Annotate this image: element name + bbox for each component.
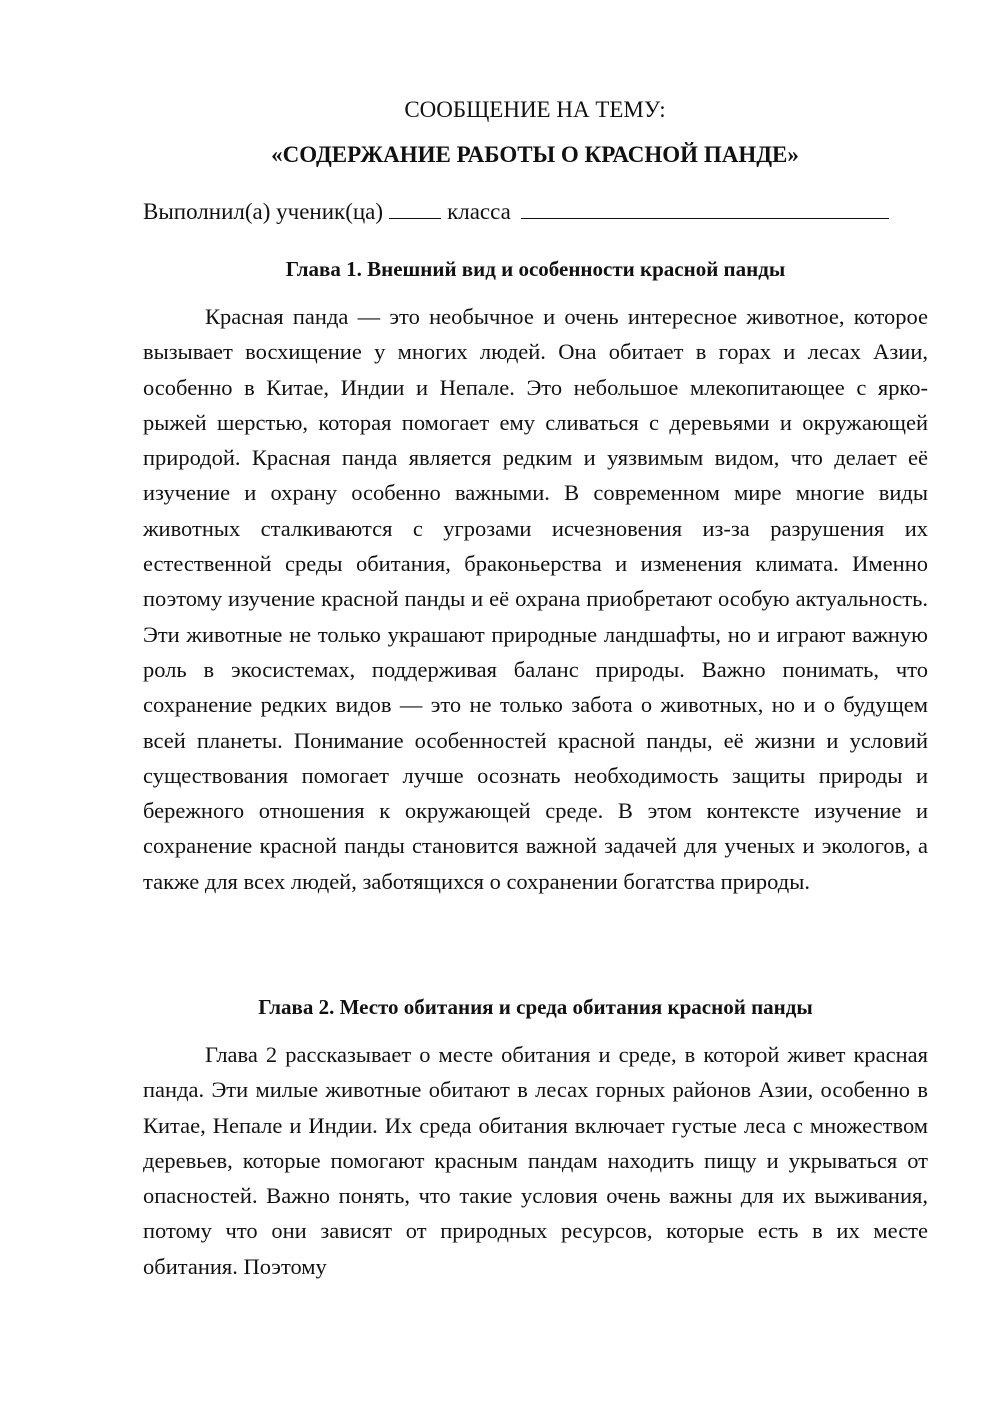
chapter-1-paragraph: Красная панда — это необычное и очень интересное животное, которое вызывает восхищение у многих людей. Она обитает в горах и лесах Азии, особенно в Китае, Индии и Непале. Это небольшое млекопитающее с ярко-рыжей шерстью, которая помогает ему сливаться с деревьями и окружающей природой. Красная панда является редким и уязвимым видом, что делает её изучение и охрану особенно важными. В современном мире многие виды животных сталкиваются с угрозами исчезновения из-за разрушения их естественной среды обитания, браконьерства и изменения климата. Именно поэтому изучение красной панды и её охрана приобретают особую актуальность. Эти животные не только украшают природные ландшафты, но и играют важную роль в экосистемах, поддерживая баланс природы. Важно понимать, что сохранение редких видов — это не только забота о животных, но и о будущем всей планеты. Понимание особенностей красной панды, её жизни и условий существования помогает лучше осознать необходимость защиты природы и бережного отношения к окружающей среде. В этом контексте изучение и сохранение красной панды становится важной задачей для ученых и экологов, а также для всех людей, заботящихся о сохранении богатства природы.: [143, 304, 928, 894]
author-middle: класса: [447, 199, 511, 224]
author-line: [143, 197, 928, 227]
chapter-1-heading: Глава 1. Внешний вид и особенности красной панды: [285, 257, 786, 281]
chapter-2-heading: Глава 2. Место обитания и среда обитания красной панды: [258, 995, 813, 1019]
document-title-line-2: «СОДЕРЖАНИЕ РАБОТЫ О КРАСНОЙ ПАНДЕ»: [271, 142, 799, 167]
document-title-line-1: СООБЩЕНИЕ НА ТЕМУ:: [404, 97, 666, 122]
grade-blank-field: [389, 198, 441, 219]
author-prefix: Выполнил(а) ученик(ца): [143, 199, 384, 224]
chapter-2-paragraph: Глава 2 рассказывает о месте обитания и среде, в которой живет красная панда. Эти милые животные обитают в лесах горных районов Азии, особенно в Китае, Непале и Индии. Их среда обитания включает густые леса с множеством деревьев, которые помогают красным пандам находить пищу и укрываться от опасностей. Важно понять, что такие условия очень важны для их выживания, потому что они зависят от природных ресурсов, которые есть в их месте обитания. Поэтому: [143, 1042, 928, 1279]
class-blank-field: [521, 198, 889, 219]
